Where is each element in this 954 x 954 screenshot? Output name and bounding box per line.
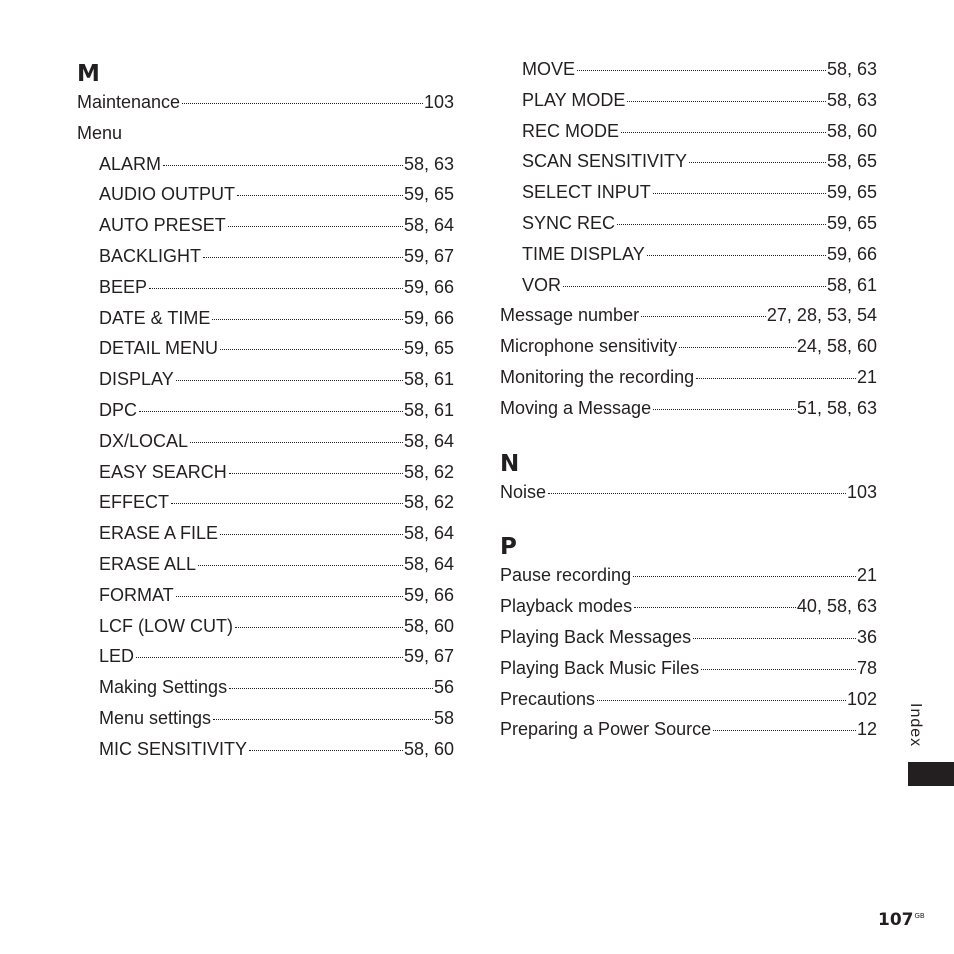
index-entry [500, 393, 877, 424]
index-subentry [77, 364, 454, 395]
index-column-right [500, 54, 877, 745]
entry-page-numbers: 21 [856, 565, 877, 586]
entry-label: MOVE [522, 59, 576, 79]
entry-label: Microphone sensitivity [500, 336, 678, 357]
index-entry [500, 622, 877, 653]
entry-page-numbers: 59, 66 [403, 276, 454, 297]
dot-leader [713, 730, 856, 731]
section-letter-m: M [77, 61, 100, 87]
entry-label: Making Settings [99, 677, 228, 698]
index-entry [500, 560, 877, 591]
dot-leader [696, 378, 856, 379]
entry-label: FORMAT [99, 584, 174, 605]
dot-leader [617, 224, 826, 225]
index-entry [500, 653, 877, 684]
entry-page-numbers: 59, 66 [403, 584, 454, 605]
dot-leader [249, 750, 403, 751]
entry-label: Menu [77, 122, 123, 143]
entry-page-numbers: 58, 62 [403, 461, 454, 482]
entry-page-numbers: 59, 65 [826, 212, 877, 233]
entry-page-numbers: 58, 64 [403, 523, 454, 544]
dot-leader [621, 132, 826, 133]
index-subentry [77, 241, 454, 272]
dot-leader [139, 411, 403, 412]
entry-page-numbers: 58, 64 [403, 215, 454, 236]
dot-leader [220, 349, 403, 350]
entry-page-numbers: 58, 64 [403, 430, 454, 451]
index-subentry [77, 611, 454, 642]
index-subentry [77, 210, 454, 241]
index-subentry [500, 146, 877, 177]
dot-leader [235, 627, 403, 628]
index-subentry [500, 177, 877, 208]
entry-page-numbers: 59, 67 [403, 245, 454, 266]
dot-leader [633, 576, 856, 577]
index-side-tab-label: Index [907, 703, 924, 748]
entry-page-numbers: 58, 64 [403, 553, 454, 574]
entry-label: DPC [99, 399, 138, 420]
index-entry-list [500, 560, 877, 745]
entry-label: BACKLIGHT [99, 245, 202, 266]
entry-page-numbers: 40, 58, 63 [796, 596, 877, 617]
entry-label: ERASE A FILE [99, 523, 219, 544]
entry-label: REC MODE [522, 120, 620, 141]
index-side-tab-marker [908, 762, 954, 786]
section-letter-n: N [500, 450, 520, 477]
index-subentry [77, 734, 454, 765]
entry-label: Preparing a Power Source [500, 719, 712, 740]
entry-label: DETAIL MENU [99, 338, 219, 359]
index-subentry [77, 549, 454, 580]
page-number-value: 107 [878, 910, 914, 930]
entry-page-numbers: 103 [846, 481, 877, 502]
entry-page-numbers: 59, 67 [403, 646, 454, 667]
index-subentry [77, 303, 454, 334]
index-entry [77, 118, 454, 149]
entry-label: BEEP [99, 276, 148, 297]
entry-label: SELECT INPUT [522, 182, 651, 203]
entry-label: Maintenance [77, 92, 181, 112]
entry-label: Precautions [500, 688, 596, 709]
index-sections [500, 424, 877, 746]
index-entry [500, 362, 877, 393]
entry-page-numbers: 58, 60 [826, 120, 877, 141]
entry-page-numbers: 59, 66 [403, 307, 454, 328]
entry-page-numbers: 103 [423, 92, 454, 112]
entry-label: ALARM [99, 153, 162, 174]
dot-leader [627, 101, 826, 102]
entry-label: Playing Back Messages [500, 626, 692, 647]
entry-page-numbers: 56 [433, 677, 454, 698]
entry-label: AUDIO OUTPUT [99, 184, 236, 205]
index-subentry [500, 239, 877, 270]
dot-leader [577, 70, 826, 71]
entry-label: Pause recording [500, 565, 632, 586]
entry-label: Moving a Message [500, 397, 652, 418]
dot-leader [653, 193, 826, 194]
entry-label: Noise [500, 481, 547, 502]
dot-leader [634, 607, 796, 608]
index-subentry [77, 333, 454, 364]
index-subentry [77, 426, 454, 457]
dot-leader [176, 380, 403, 381]
index-subentry [500, 54, 877, 85]
entry-page-numbers: 102 [846, 688, 877, 709]
entry-label: DATE & TIME [99, 307, 211, 328]
entry-page-numbers: 24, 58, 60 [796, 336, 877, 357]
entry-page-numbers: 59, 65 [826, 182, 877, 203]
entry-page-numbers: 58, 60 [403, 738, 454, 759]
entry-page-numbers: 58, 61 [403, 369, 454, 390]
entry-page-numbers: 58, 61 [403, 399, 454, 420]
section-letter-p: P [500, 534, 517, 561]
index-entry-list [77, 87, 454, 765]
index-entry-list-continued [500, 54, 877, 424]
entry-label: Message number [500, 305, 640, 326]
entry-label: MIC SENSITIVITY [99, 738, 248, 759]
dot-leader [701, 669, 856, 670]
entry-label: EASY SEARCH [99, 461, 227, 482]
index-entry-list [500, 477, 877, 508]
entry-label: DX/LOCAL [99, 430, 189, 451]
dot-leader [190, 442, 403, 443]
index-subentry [77, 179, 454, 210]
index-subentry [77, 272, 454, 303]
dot-leader [182, 103, 423, 104]
dot-leader [689, 162, 826, 163]
dot-leader [163, 165, 403, 166]
index-subentry [77, 457, 454, 488]
section-spacer [500, 424, 877, 444]
index-subentry [77, 580, 454, 611]
dot-leader [176, 596, 403, 597]
index-subentry [77, 703, 454, 734]
index-entry [500, 300, 877, 331]
index-subentry [77, 395, 454, 426]
entry-page-numbers: 58, 61 [826, 274, 877, 295]
entry-page-numbers: 27, 28, 53, 54 [766, 305, 877, 326]
index-subentry [500, 85, 877, 116]
index-subentry [77, 518, 454, 549]
entry-label: Monitoring the recording [500, 366, 695, 387]
dot-leader [136, 657, 403, 658]
dot-leader [171, 503, 403, 504]
index-subentry [500, 208, 877, 239]
entry-page-numbers: 51, 58, 63 [796, 397, 877, 418]
entry-page-numbers: 59, 65 [403, 184, 454, 205]
dot-leader [220, 534, 403, 535]
entry-page-numbers: 59, 66 [826, 243, 877, 264]
entry-label: EFFECT [99, 492, 169, 513]
entry-page-numbers: 58 [433, 707, 454, 728]
index-column-left [77, 54, 454, 765]
entry-label: Menu settings [99, 707, 212, 728]
entry-page-numbers: 78 [856, 657, 877, 678]
dot-leader [212, 319, 403, 320]
index-entry [500, 714, 877, 745]
entry-label: Playback modes [500, 596, 633, 617]
entry-label: VOR [522, 274, 562, 295]
entry-page-numbers: 58, 60 [403, 615, 454, 636]
dot-leader [198, 565, 403, 566]
dot-leader [548, 493, 846, 494]
dot-leader [693, 638, 856, 639]
entry-label: ERASE ALL [99, 553, 197, 574]
dot-leader [229, 473, 403, 474]
entry-page-numbers: 12 [856, 719, 877, 740]
dot-leader [149, 288, 403, 289]
entry-label: PLAY MODE [522, 89, 626, 110]
entry-page-numbers: 21 [856, 366, 877, 387]
index-entry [500, 684, 877, 715]
entry-label: LED [99, 646, 135, 667]
dot-leader [641, 316, 766, 317]
dot-leader [213, 719, 433, 720]
entry-page-numbers: 58, 63 [826, 89, 877, 110]
entry-page-numbers: 59, 65 [403, 338, 454, 359]
dot-leader [647, 255, 826, 256]
entry-page-numbers: 58, 63 [826, 59, 877, 79]
entry-label: SCAN SENSITIVITY [522, 151, 688, 172]
dot-leader [203, 257, 403, 258]
entry-label: Playing Back Music Files [500, 657, 700, 678]
index-subentry [77, 487, 454, 518]
index-entry [500, 591, 877, 622]
page-number [878, 910, 925, 930]
dot-leader [679, 347, 796, 348]
index-entry [500, 331, 877, 362]
entry-label: TIME DISPLAY [522, 243, 645, 264]
index-subentry [77, 149, 454, 180]
index-subentry [500, 270, 877, 301]
dot-leader [228, 226, 403, 227]
entry-page-numbers: 58, 62 [403, 492, 454, 513]
dot-leader [563, 286, 826, 287]
entry-label: DISPLAY [99, 369, 174, 390]
entry-label: LCF (LOW CUT) [99, 615, 233, 636]
entry-page-numbers: 36 [856, 626, 877, 647]
entry-page-numbers: 58, 65 [826, 151, 877, 172]
page-number-suffix: GB [914, 912, 925, 921]
entry-label: SYNC REC [522, 212, 616, 233]
index-entry [77, 87, 454, 118]
dot-leader [237, 195, 403, 196]
index-subentry [77, 641, 454, 672]
section-spacer [500, 507, 877, 527]
dot-leader [229, 688, 433, 689]
index-entry [500, 477, 877, 508]
entry-page-numbers: 58, 63 [403, 153, 454, 174]
index-subentry [77, 672, 454, 703]
dot-leader [597, 700, 846, 701]
entry-label: AUTO PRESET [99, 215, 226, 236]
dot-leader [653, 409, 796, 410]
index-subentry [500, 116, 877, 147]
